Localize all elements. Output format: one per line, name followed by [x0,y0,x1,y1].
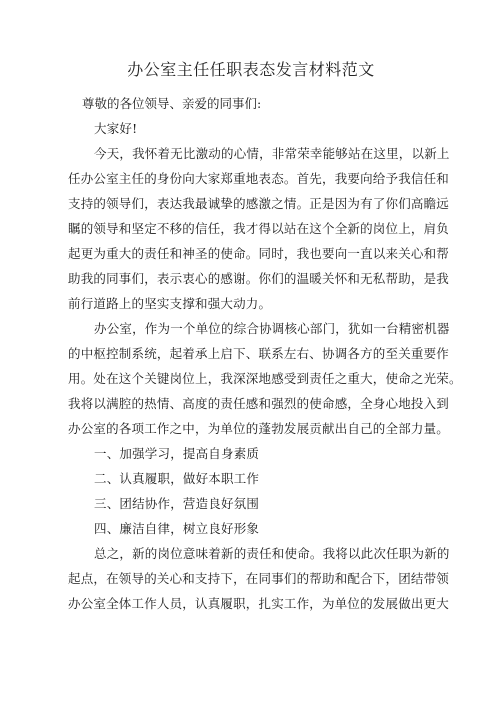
commitment-list [68,441,434,541]
paragraph-line: 办公室全体工作人员，认真履职，扎实工作，为单位的发展做出更大 [68,596,450,611]
paragraph-line: 办公室，作为一个单位的综合协调核心部门，犹如一台精密机器 [94,321,450,336]
paragraph-3 [68,541,450,616]
list-item: 二、认真履职，做好本职工作 [94,471,260,486]
paragraph-line: 瞩的领导和坚定不移的信任，我才得以站在这个全新的岗位上，肩负 [68,221,450,236]
paragraph-line: 助我的同事们，表示衷心的感谢。你们的温暖关怀和无私帮助，是我 [68,271,450,286]
paragraph-2 [68,316,462,441]
paragraph-line: 用。处在这个关键岗位上，我深深地感受到责任之重大，使命之光荣。 [68,371,462,386]
paragraph-1 [68,141,450,316]
greeting: 大家好! [94,121,138,136]
paragraph-line: 总之，新的岗位意味着新的责任和使命。我将以此次任职为新的 [94,546,450,561]
list-item: 四、廉洁自律，树立良好形象 [94,521,260,536]
salutation: 尊敬的各位领导、亲爱的同事们: [82,96,262,111]
paragraph-line: 任办公室主任的身份向大家郑重地表态。首先，我要向给予我信任和 [68,171,450,186]
paragraph-line: 起点，在领导的关心和支持下，在同事们的帮助和配合下，团结带领 [68,571,450,586]
paragraph-line: 的中枢控制系统，起着承上启下、联系左右、协调各方的至关重要作 [68,346,450,361]
document-title: 办公室主任任职表态发言材料范文 [127,60,375,79]
paragraph-line: 前行道路上的坚实支撑和强大动力。 [68,296,272,311]
list-item: 三、团结协作，营造良好氛围 [94,496,260,511]
paragraph-line: 起更为重大的责任和神圣的使命。同时，我也要向一直以来关心和帮 [68,246,450,261]
paragraph-line: 办公室的各项工作之中，为单位的蓬勃发展贡献出自己的全部力量。 [68,421,450,436]
paragraph-line: 我将以满腔的热情、高度的责任感和强烈的使命感，全身心地投入到 [68,396,450,411]
paragraph-line: 今天，我怀着无比激动的心情，非常荣幸能够站在这里，以新上 [94,146,450,161]
list-item: 一、加强学习，提高自身素质 [94,446,260,461]
paragraph-line: 支持的领导们，表达我最诚挚的感激之情。正是因为有了你们高瞻远 [68,196,450,211]
